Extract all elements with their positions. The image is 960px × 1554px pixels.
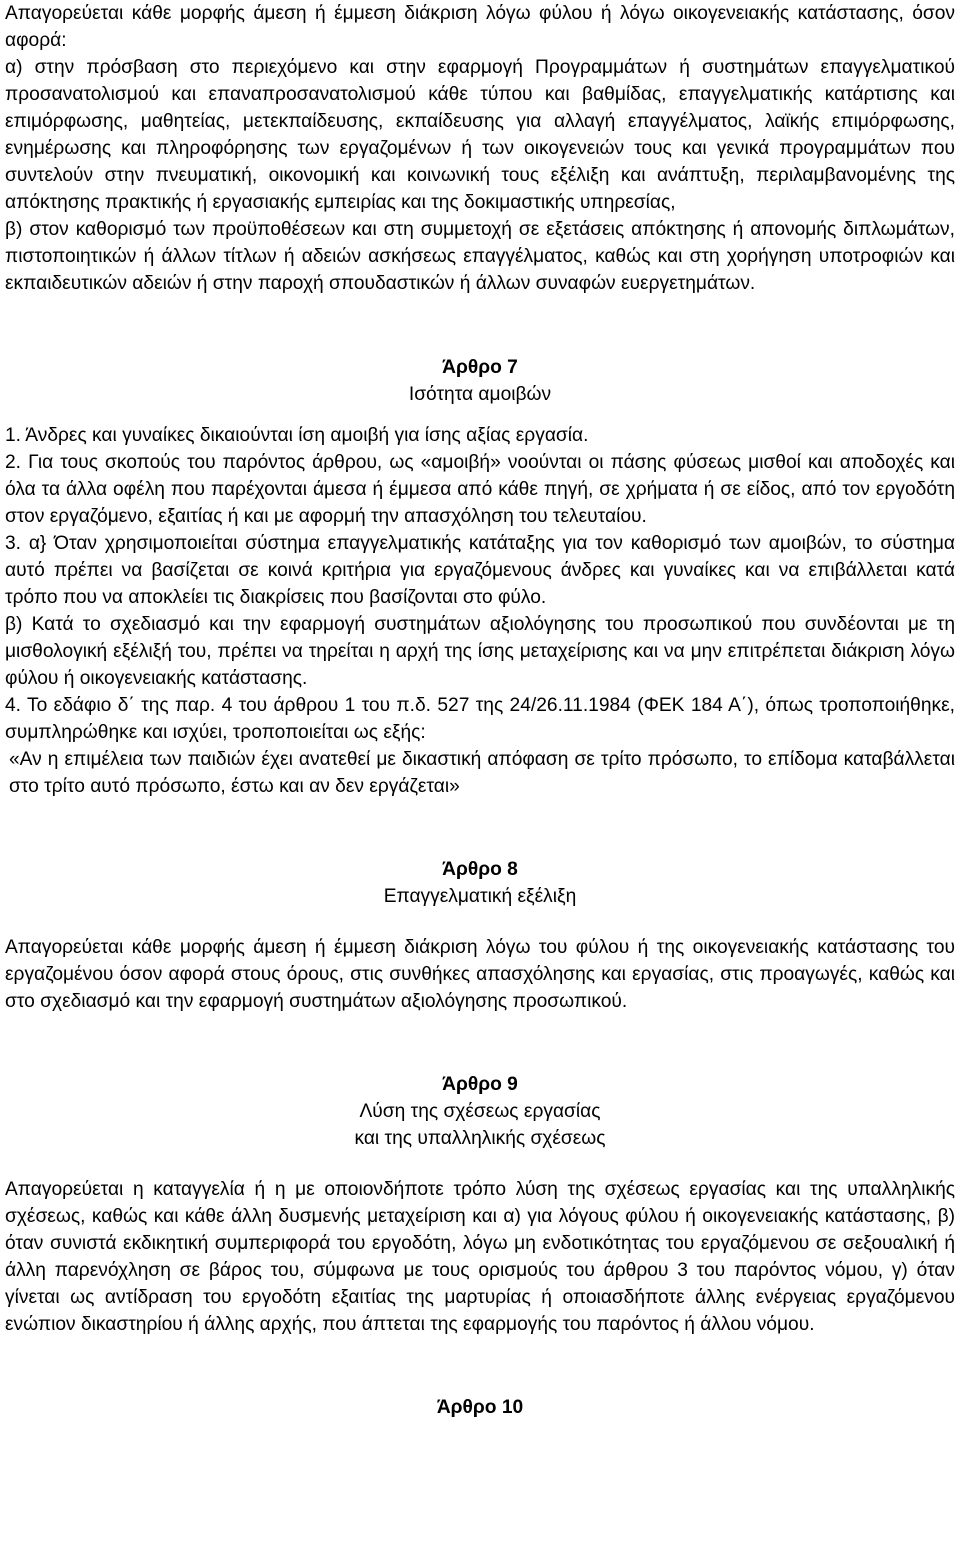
article-7-title: Ισότητα αμοιβών — [408, 384, 552, 405]
article-7-para-3b: β) Κατά το σχεδιασμό και την εφαρμογή συστημάτων αξιολόγησης του προσωπικού που συνδέονται με τη μισθολογική εξέλιξή του, πρέπει να τηρείται η αρχή της ίσης μεταχείρισης και να μην επιτρέπεται διάκριση λόγω φύλου ή οικογενειακής κατάστασης. — [5, 614, 955, 689]
spacer — [5, 408, 955, 422]
article-7-para-4-quote: «Αν η επιμέλεια των παιδιών έχει ανατεθεί με δικαστική απόφαση σε τρίτο πρόσωπο, το επίδομα καταβάλλεται στο τρίτο αυτό πρόσωπο, έστω και αν δεν εργάζεται» — [9, 749, 955, 797]
article-7-number: Άρθρο 7 — [442, 357, 518, 378]
intro-item-a: α) στην πρόσβαση στο περιεχόμενο και στην εφαρμογή Προγραμμάτων ή συστημάτων επαγγελματικού προσανατολισμού και επαναπροσανατολισμού κάθε τύπου και βαθμίδας, επαγγελματικής κατάρτισης και επιμόρφωσης, μαθητείας, μετεκπαίδευσης, εκπαίδευσης για αλλαγή επαγγέλματος, λαϊκής επιμόρφωσης, ενημέρωσης και πληροφόρησης των εργαζομένων ή των οικογενειών τους και γενικά προγραμμάτων που συντελούν στην πνευματική, οικονομική και κοινωνική τους εξέλιξη και ανάπτυξη, περιλαμβανομένης της απόκτησης πρακτικής ή εργασιακής εμπειρίας και της δοκιμαστικής υπηρεσίας, — [5, 57, 955, 213]
spacer — [5, 1152, 955, 1176]
spacer — [5, 910, 955, 934]
article-8-number: Άρθρο 8 — [442, 859, 518, 880]
article-7 — [5, 354, 955, 800]
article-9-para-1: Απαγορεύεται η καταγγελία ή η με οποιονδήποτε τρόπο λύση της σχέσεως εργασίας και της υπαλληλικής σχέσεως, καθώς και κάθε άλλη δυσμενής μεταχείριση και α) για λόγους φύλου ή οικογενειακής κατάστασης, β) όταν συνιστά εκδικητική συμπεριφορά του εργοδότη, λόγω μη ενδοτικότητας του εργαζόμενου σε σεξουαλική ή άλλη παρενόχληση σε βάρος του, σύμφωνα με τους ορισμούς του άρθρου 3 του παρόντος νόμου, γ) όταν γίνεται ως αντίδραση του εργοδότη εξαιτίας της μαρτυρίας ή οποιασδήποτε άλλης ενέργειας εργαζόμενου ενώπιον δικαστηρίου ή άλλης αρχής, που άπτεται της εφαρμογής του παρόντος ή άλλου νόμου. — [5, 1179, 955, 1335]
spacer — [5, 1015, 955, 1071]
article-7-para-3a: 3. α} Όταν χρησιμοποιείται σύστημα επαγγελματικής κατάταξης για τον καθορισμό των αμοιβών, το σύστημα αυτό πρέπει να βασίζεται σε κοινά κριτήρια για εργαζόμενους άνδρες και γυναίκες και να επιβάλλεται κατά τρόπο που να αποκλείει τις διακρίσεις που βασίζονται στο φύλο. — [5, 533, 955, 608]
document-page — [5, 0, 955, 1421]
article-10-number: Άρθρο 10 — [436, 1397, 524, 1418]
article-9-title-line-1: Λύση της σχέσεως εργασίας — [359, 1101, 601, 1122]
spacer — [5, 1338, 955, 1394]
intro-item-b: β) στον καθορισμό των προϋποθέσεων και στη συμμετοχή σε εξετάσεις απόκτησης ή απονομής διπλωμάτων, πιστοποιητικών ή άλλων τίτλων ή αδειών ασκήσεως επαγγέλματος, καθώς και στη χορήγηση υποτροφιών και εκπαιδευτικών αδειών ή στην παροχή σπουδαστικών ή άλλων συναφών ευεργετημάτων. — [5, 219, 955, 294]
article-9-title-line-2: και της υπαλληλικής σχέσεως — [354, 1128, 606, 1149]
article-8-para-1: Απαγορεύεται κάθε μορφής άμεση ή έμμεση διάκριση λόγω του φύλου ή της οικογενειακής κατάστασης του εργαζομένου όσον αφορά στους όρους, στις συνθήκες απασχόλησης και εργασίας, στις προαγωγές, καθώς και στο σχεδιασμό και την εφαρμογή συστημάτων αξιολόγησης προσωπικού. — [5, 937, 955, 1012]
article-7-para-2: 2. Για τους σκοπούς του παρόντος άρθρου, ως «αμοιβή» νοούνται οι πάσης φύσεως μισθοί και αποδοχές και όλα τα άλλα οφέλη που παρέχονται άμεσα ή έμμεσα από κάθε πηγή, σε χρήματα ή σε είδος, από τον εργοδότη στον εργαζόμενο, εξαιτίας ή και με αφορμή την απασχόληση του τελευταίου. — [5, 452, 955, 527]
article-9 — [5, 1071, 955, 1338]
article-7-para-4: 4. Το εδάφιο δ΄ της παρ. 4 του άρθρου 1 του π.δ. 527 της 24/26.11.1984 (ΦΕΚ 184 Α΄), όπως τροποποιήθηκε, συμπληρώθηκε και ισχύει, τροποποιείται ως εξής: — [5, 695, 955, 743]
article-8 — [5, 856, 955, 1015]
intro-paragraph: Απαγορεύεται κάθε μορφής άμεση ή έμμεση διάκριση λόγω φύλου ή λόγω οικογενειακής κατάστασης, όσον αφορά: — [5, 3, 955, 51]
spacer — [5, 297, 955, 354]
article-7-para-1: 1. Άνδρες και γυναίκες δικαιούνται ίση αμοιβή για ίσης αξίας εργασία. — [5, 425, 589, 446]
article-8-title: Επαγγελματική εξέλιξη — [383, 886, 577, 907]
article-9-number: Άρθρο 9 — [442, 1074, 518, 1095]
article-10 — [5, 1394, 955, 1421]
spacer — [5, 800, 955, 856]
